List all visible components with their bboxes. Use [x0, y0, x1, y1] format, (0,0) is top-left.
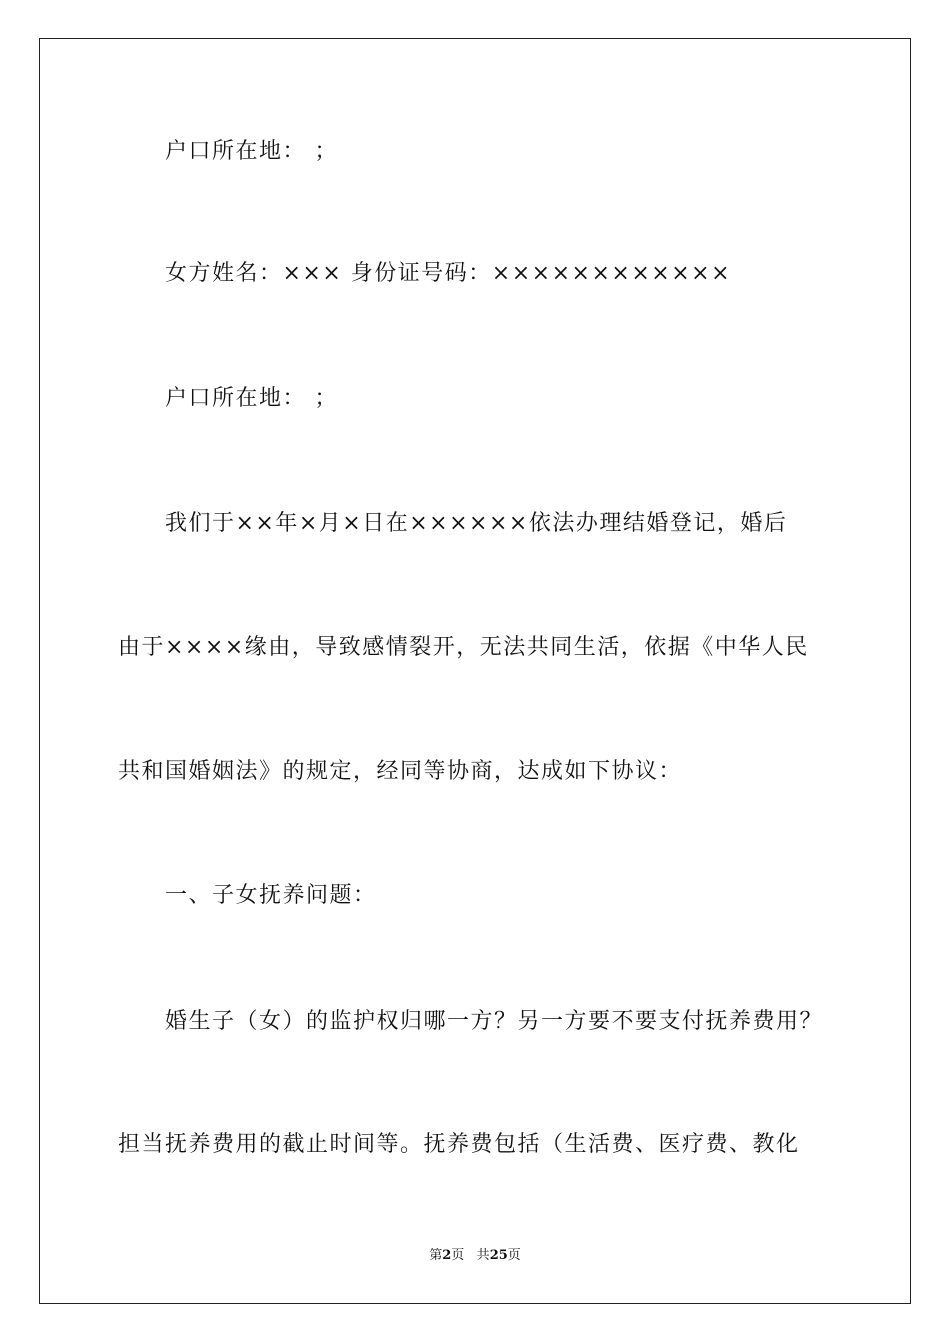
text-line-hukou-1: 户口所在地： ；: [165, 139, 338, 164]
footer-page-suffix: 页: [451, 1248, 465, 1263]
text-line-reason: 由于××××缘由，导致感情裂开，无法共同生活，依据《中华人民: [118, 635, 809, 660]
text-line-support-fees: 担当抚养费用的截止时间等。抚养费包括（生活费、医疗费、教化: [118, 1132, 800, 1157]
text-line-custody-question: 婚生子（女）的监护权归哪一方？另一方要不要支付抚养费用？: [165, 1009, 824, 1034]
text-line-hukou-2: 户口所在地： ；: [165, 386, 338, 411]
footer-page-prefix: 第: [429, 1248, 443, 1263]
page-footer: [0, 1247, 950, 1265]
footer-total-number: 25: [489, 1248, 508, 1263]
page-border: [39, 38, 911, 1304]
section-heading-child-custody: 一、子女抚养问题：: [165, 883, 377, 908]
text-line-agreement-intro: 共和国婚姻法》的规定，经同等协商，达成如下协议：: [118, 759, 683, 784]
text-line-marriage-registration: 我们于××年×月×日在××××××依法办理结婚登记，婚后: [165, 511, 788, 536]
text-line-female-name-id: 女方姓名：××× 身份证号码：××××××××××××: [165, 261, 731, 286]
footer-page-number: 2: [442, 1248, 452, 1263]
footer-total-prefix: 共: [476, 1248, 490, 1263]
footer-total-suffix: 页: [507, 1248, 521, 1263]
